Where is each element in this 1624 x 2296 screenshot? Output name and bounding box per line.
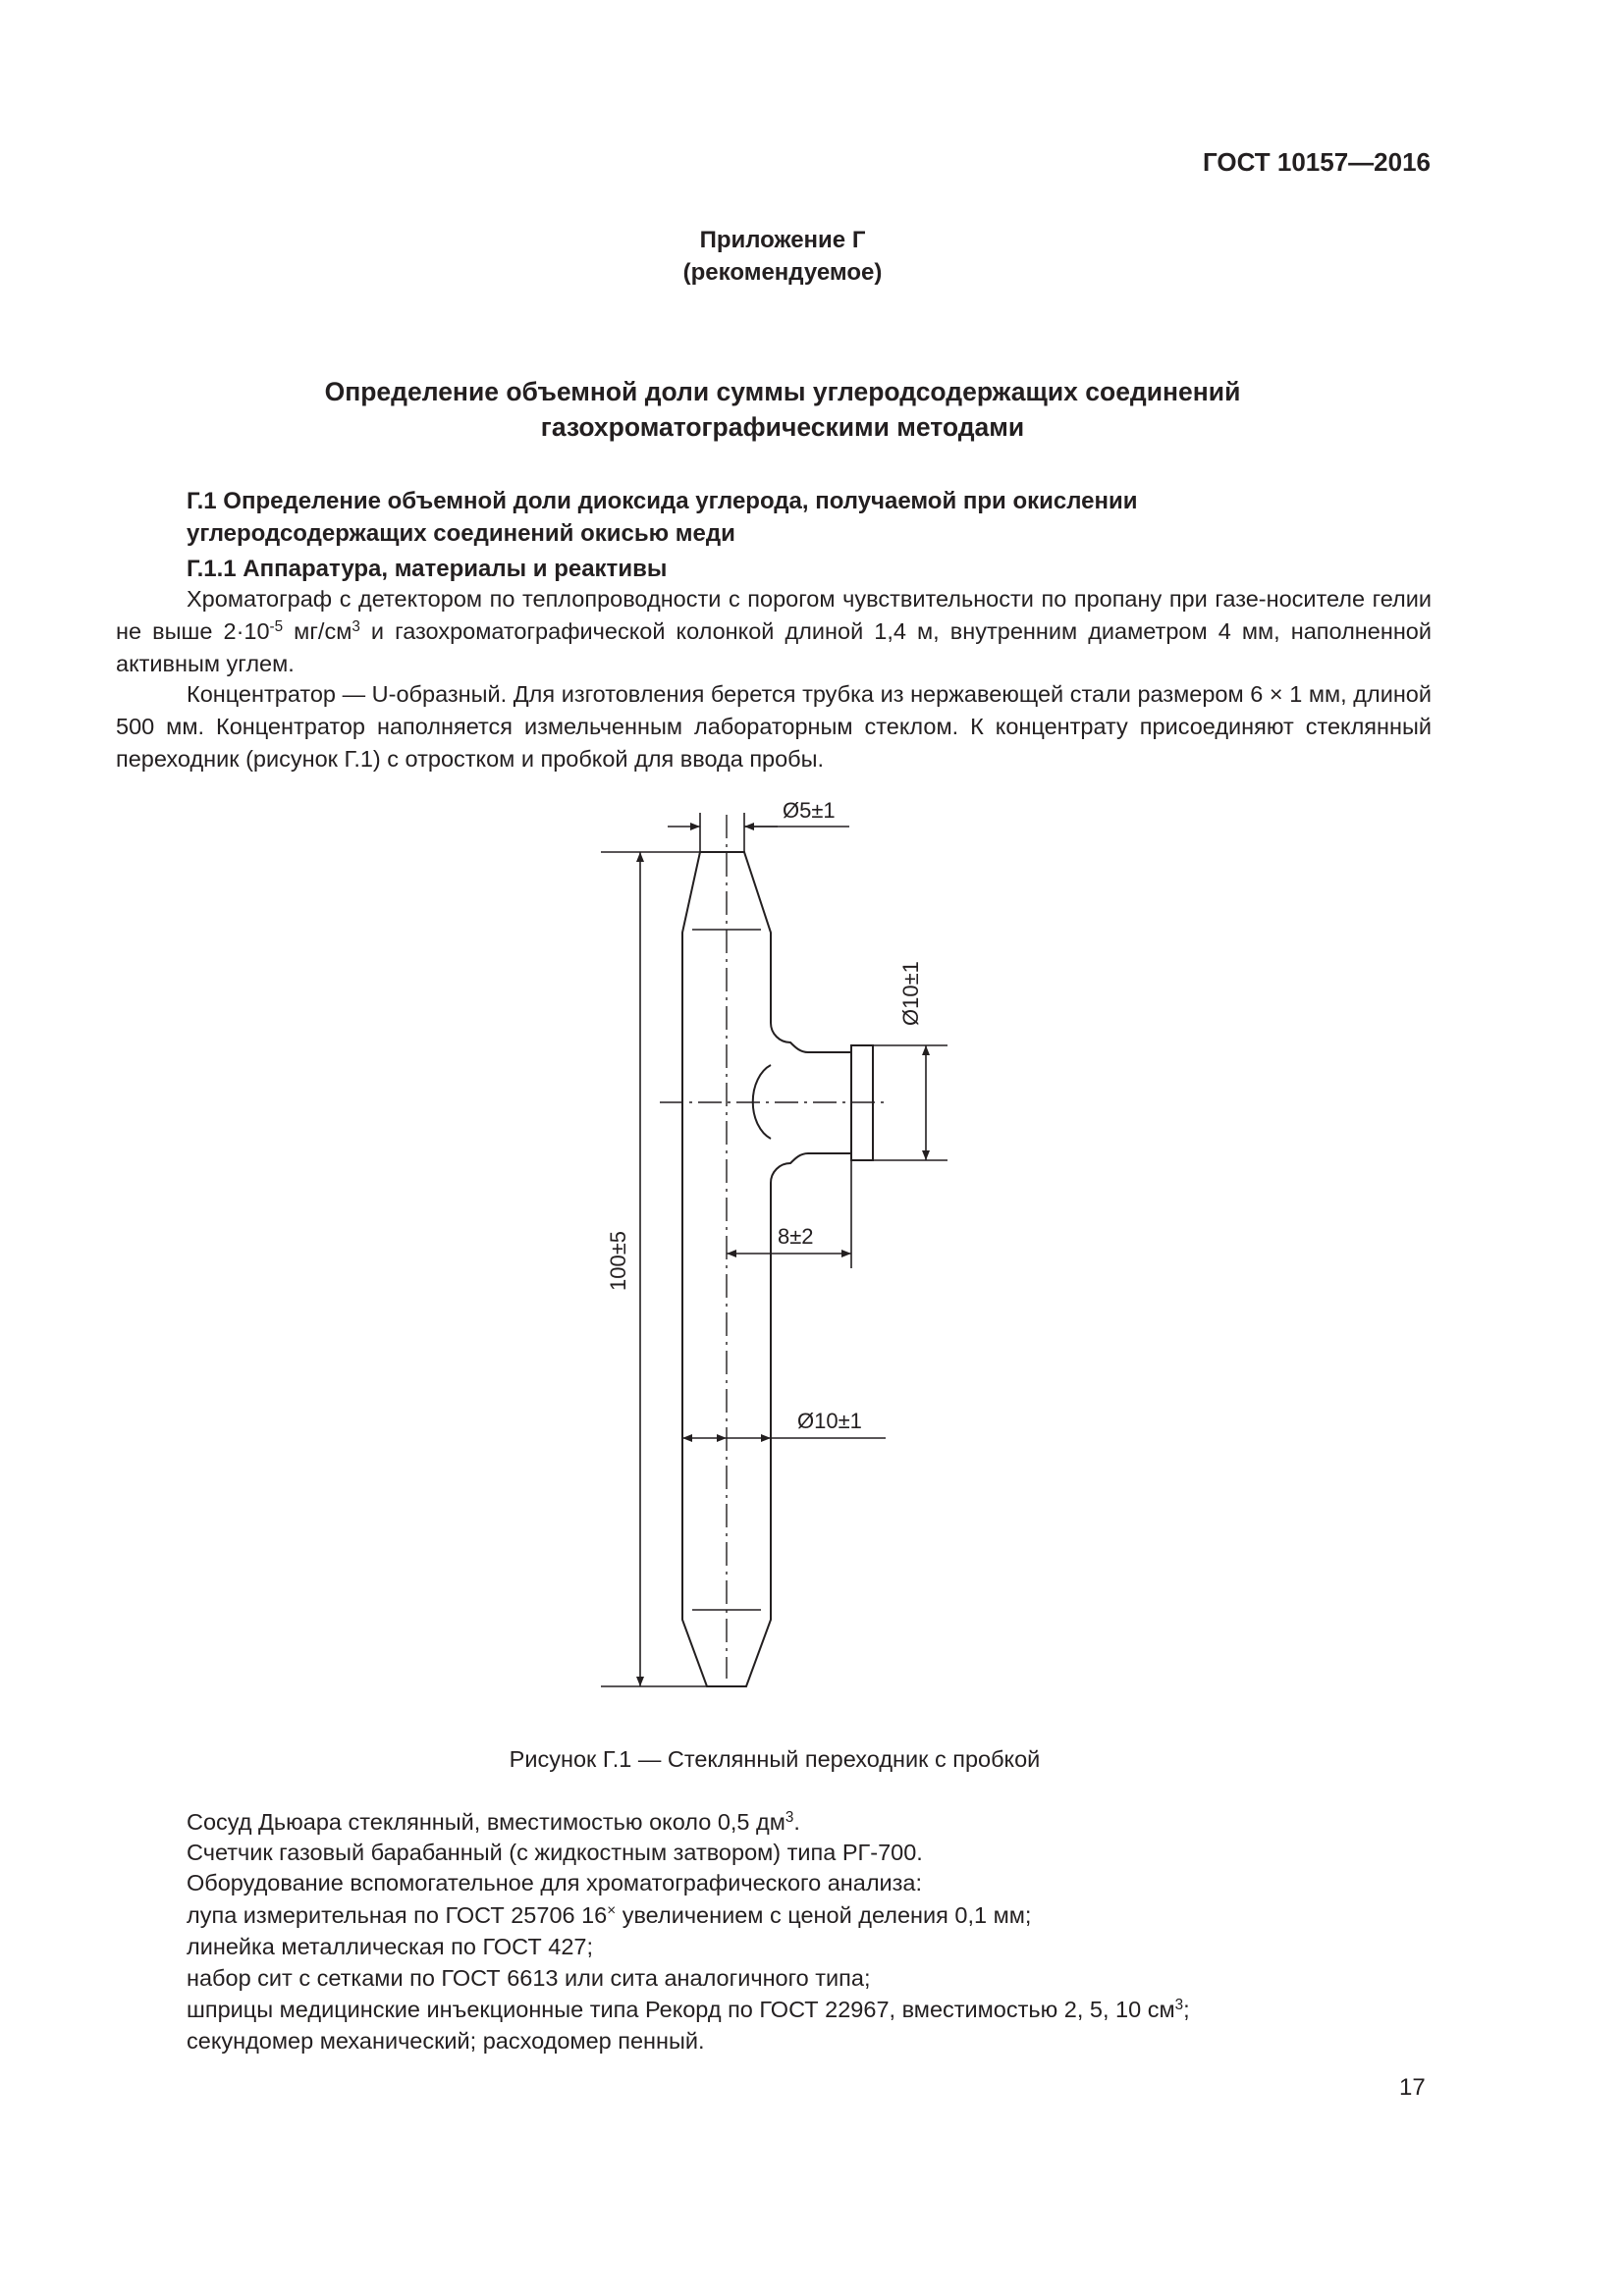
list-dewar <box>187 1806 1434 1839</box>
annex-header <box>0 224 1565 289</box>
section-g1-heading <box>187 485 1434 550</box>
para1-text-a: Хроматограф с детектором по теплопроводности с порогом чувствительности по пропану при газе-носителе гелии не выше 2·10 <box>116 586 1432 644</box>
adapter-drawing <box>589 795 1001 1698</box>
para1-exponent-2: 3 <box>352 618 360 636</box>
syringes-text-b: ; <box>1183 1997 1190 2022</box>
list-ruler: линейка металлическая по ГОСТ 427; <box>187 1934 593 1959</box>
list-syringes <box>187 1994 1434 2026</box>
section-g1-line-2: углеродсодержащих соединений окисью меди <box>187 520 735 547</box>
magnifier-exponent: × <box>607 1902 617 1920</box>
appendix-title <box>0 374 1565 445</box>
list-sieves: набор сит с сетками по ГОСТ 6613 или сита аналогичного типа; <box>187 1965 871 1991</box>
adapter-outline <box>682 852 851 1686</box>
dim-total-length: 100±5 <box>606 1230 630 1291</box>
dewar-text-b: . <box>793 1809 800 1835</box>
title-line-1: Определение объемной доли суммы углеродсодержащих соединений <box>324 377 1241 406</box>
list-stopwatch: секундомер механический; расходомер пенный. <box>187 2028 705 2054</box>
para1-text-b: мг/см <box>283 618 352 644</box>
dim-side-diameter: Ø10±1 <box>898 961 923 1026</box>
section-g11-heading: Г.1.1 Аппаратура, материалы и реактивы <box>187 556 668 582</box>
list-gas-counter: Счетчик газовый барабанный (с жидкостным затвором) типа РГ-700. <box>187 1840 923 1865</box>
figure-caption: Рисунок Г.1 — Стеклянный переходник с пробкой <box>509 1746 1041 1772</box>
dewar-text-a: Сосуд Дьюара стеклянный, вместимостью около 0,5 дм <box>187 1809 785 1835</box>
syringes-text-a: шприцы медицинские инъекционные типа Рекорд по ГОСТ 22967, вместимостью 2, 5, 10 см <box>187 1997 1175 2022</box>
dewar-exponent: 3 <box>785 1809 794 1827</box>
syringes-exponent: 3 <box>1174 1997 1184 2014</box>
section-g1-line-1: Г.1 Определение объемной доли диоксида углерода, получаемой при окислении <box>187 488 1138 514</box>
paragraph-chromatograph <box>116 583 1432 680</box>
list-magnifier <box>187 1899 1434 1932</box>
title-line-2: газохроматографическими методами <box>540 412 1025 442</box>
paragraph-concentrator <box>116 678 1432 775</box>
dim-body-diameter: Ø10±1 <box>797 1409 862 1433</box>
page-number: 17 <box>1399 2074 1426 2101</box>
para1-text-c: и газохроматографической колонкой длиной 1,4 м, внутренним диаметром 4 мм, наполненной активным углем. <box>116 618 1432 676</box>
annex-title: Приложение Г <box>699 227 866 253</box>
dim-top-diameter: Ø5±1 <box>783 798 836 823</box>
para2-text: Концентратор — U-образный. Для изготовления берется трубка из нержавеющей стали размером 6 × 1 мм, длиной 500 мм. Концентратор наполняется измельченным лабораторным стеклом. К концентрату присоединяют стеклянный переходник (рисунок Г.1) с отростком и пробкой для ввода пробы. <box>116 681 1432 772</box>
para1-exponent: -5 <box>269 618 284 636</box>
document-code: ГОСТ 10157—2016 <box>1203 147 1431 177</box>
dim-branch-length: 8±2 <box>778 1224 814 1249</box>
magnifier-text-a: лупа измерительная по ГОСТ 25706 16 <box>187 1902 608 1928</box>
annex-status: (рекомендуемое) <box>682 259 883 286</box>
magnifier-text-b: увеличением с ценой деления 0,1 мм; <box>616 1902 1032 1928</box>
list-equipment: Оборудование вспомогательное для хроматографического анализа: <box>187 1870 923 1896</box>
